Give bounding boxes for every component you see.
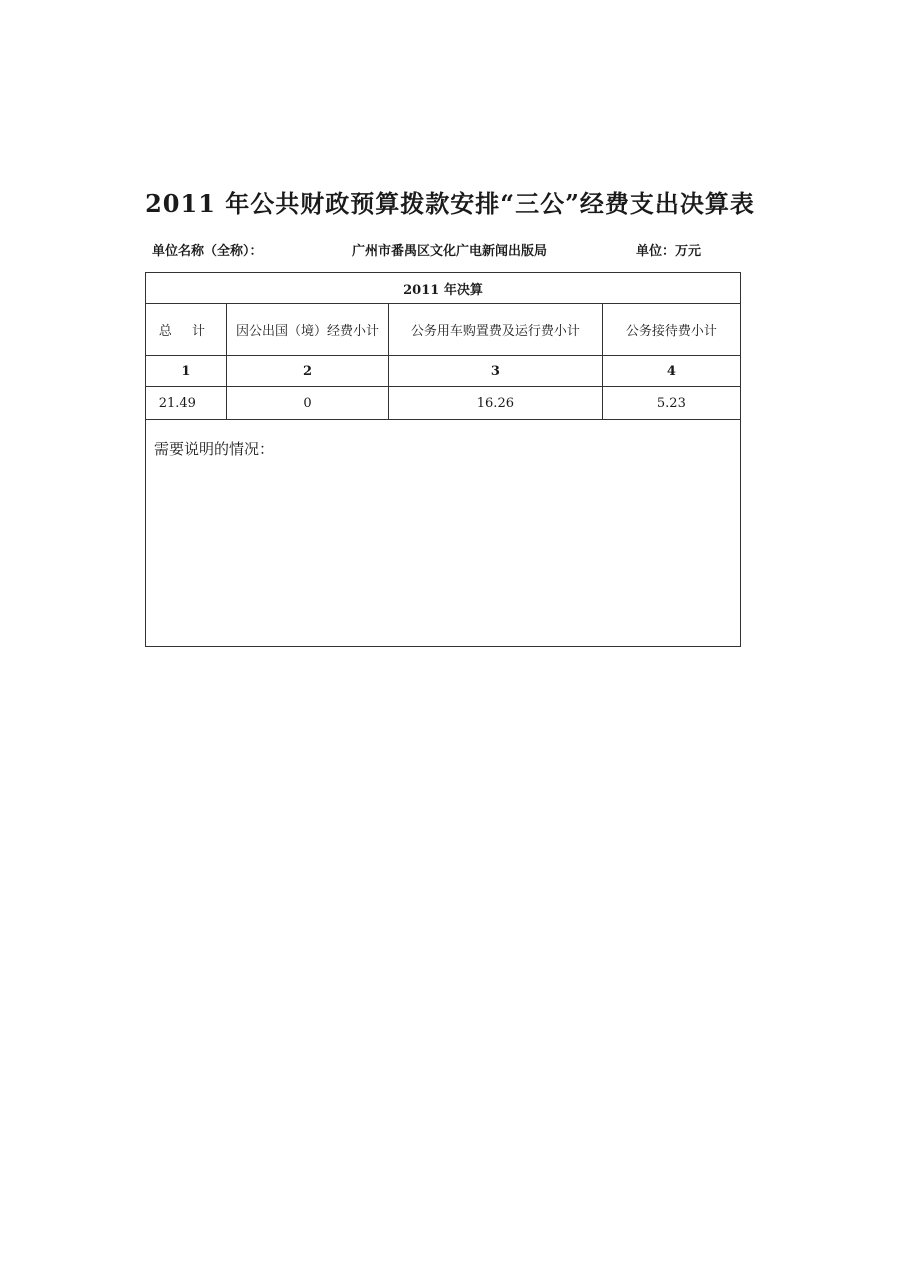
index-cell: 3	[389, 356, 603, 387]
index-cell: 2	[226, 356, 388, 387]
index-cell: 4	[602, 356, 740, 387]
value-total: 21.49	[146, 387, 227, 420]
unit-name-value: 广州市番禺区文化广电新闻出版局	[352, 244, 548, 259]
index-cell: 1	[146, 356, 227, 387]
page-title: 2011 年公共财政预算拨款安排“三公”经费支出决算表	[145, 189, 755, 218]
table-group-header-row	[146, 273, 741, 304]
header-official-reception: 公务接待费小计	[602, 304, 740, 356]
notes-cell: 需要说明的情况：	[146, 420, 741, 647]
unit-name-label: 单位名称（全称）：	[152, 244, 263, 259]
value-overseas-travel: 0	[226, 387, 388, 420]
currency-unit-label: 单位：万元	[636, 244, 702, 259]
header-official-vehicles: 公务用车购置费及运行费小计	[389, 304, 603, 356]
value-official-reception: 5.23	[602, 387, 740, 420]
table-header-row	[146, 304, 741, 356]
expenditure-table	[145, 272, 741, 647]
table-notes-row	[146, 420, 741, 647]
header-overseas-travel: 因公出国（境）经费小计	[226, 304, 388, 356]
table-index-row	[146, 356, 741, 387]
group-header-cell: 2011 年决算	[146, 273, 741, 304]
header-total: 总 计	[146, 304, 227, 356]
value-official-vehicles: 16.26	[389, 387, 603, 420]
table-values-row	[146, 387, 741, 420]
